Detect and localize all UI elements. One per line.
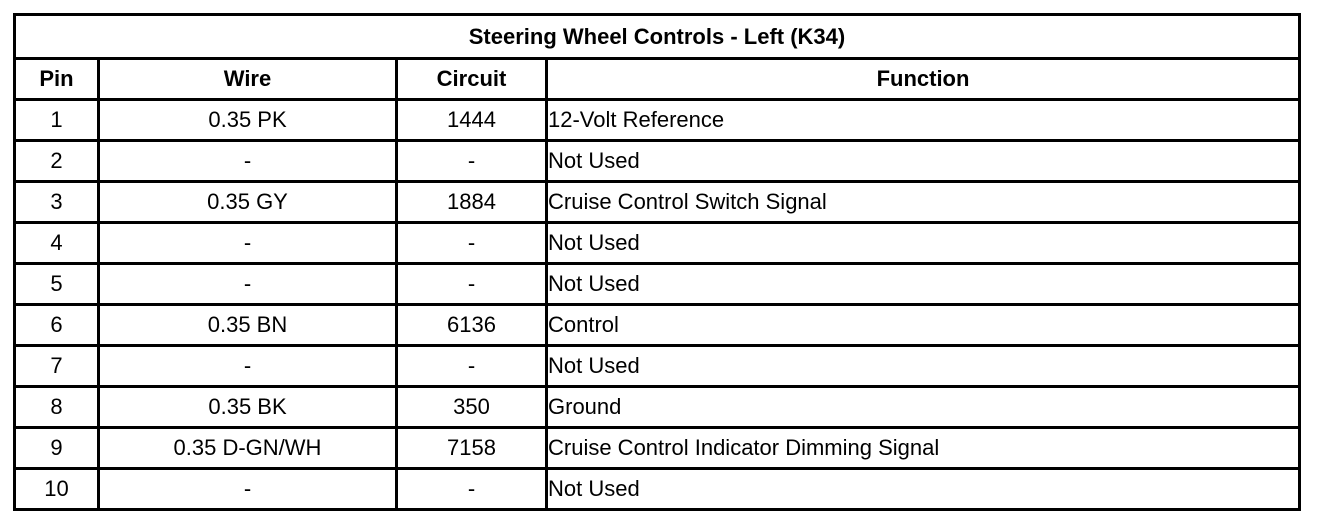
header-function: Function <box>547 59 1300 100</box>
function-cell: Not Used <box>547 223 1300 264</box>
function-cell: Cruise Control Indicator Dimming Signal <box>547 428 1300 469</box>
pin-cell: 7 <box>15 346 99 387</box>
header-pin: Pin <box>15 59 99 100</box>
table-row <box>15 182 1300 223</box>
wire-cell: 0.35 PK <box>99 100 397 141</box>
table-title: Steering Wheel Controls - Left (K34) <box>15 15 1300 59</box>
table-row <box>15 387 1300 428</box>
wire-cell: - <box>99 346 397 387</box>
table-row <box>15 305 1300 346</box>
table-row <box>15 223 1300 264</box>
function-cell: Not Used <box>547 264 1300 305</box>
wire-cell: - <box>99 223 397 264</box>
function-cell: Cruise Control Switch Signal <box>547 182 1300 223</box>
table-row <box>15 141 1300 182</box>
function-cell: Ground <box>547 387 1300 428</box>
table-header-row <box>15 59 1300 100</box>
wire-cell: - <box>99 141 397 182</box>
wire-cell: 0.35 D-GN/WH <box>99 428 397 469</box>
pin-cell: 4 <box>15 223 99 264</box>
table-title-row <box>15 15 1300 59</box>
function-cell: Control <box>547 305 1300 346</box>
pin-cell: 2 <box>15 141 99 182</box>
circuit-cell: - <box>397 346 547 387</box>
table-row <box>15 100 1300 141</box>
wire-cell: - <box>99 264 397 305</box>
header-circuit: Circuit <box>397 59 547 100</box>
pin-cell: 3 <box>15 182 99 223</box>
pin-cell: 8 <box>15 387 99 428</box>
circuit-cell: 1444 <box>397 100 547 141</box>
circuit-cell: 7158 <box>397 428 547 469</box>
pin-cell: 9 <box>15 428 99 469</box>
circuit-cell: - <box>397 264 547 305</box>
function-cell: Not Used <box>547 141 1300 182</box>
function-cell: 12-Volt Reference <box>547 100 1300 141</box>
circuit-cell: 1884 <box>397 182 547 223</box>
table-row <box>15 469 1300 510</box>
circuit-cell: - <box>397 223 547 264</box>
wire-cell: 0.35 BN <box>99 305 397 346</box>
circuit-cell: 350 <box>397 387 547 428</box>
pin-cell: 6 <box>15 305 99 346</box>
wire-cell: 0.35 GY <box>99 182 397 223</box>
wire-cell: 0.35 BK <box>99 387 397 428</box>
table-row <box>15 264 1300 305</box>
table-row <box>15 346 1300 387</box>
wire-cell: - <box>99 469 397 510</box>
pin-cell: 5 <box>15 264 99 305</box>
circuit-cell: - <box>397 141 547 182</box>
function-cell: Not Used <box>547 346 1300 387</box>
circuit-cell: 6136 <box>397 305 547 346</box>
pin-cell: 1 <box>15 100 99 141</box>
header-wire: Wire <box>99 59 397 100</box>
function-cell: Not Used <box>547 469 1300 510</box>
table-row <box>15 428 1300 469</box>
pin-cell: 10 <box>15 469 99 510</box>
circuit-cell: - <box>397 469 547 510</box>
connector-pinout-table <box>13 13 1301 511</box>
